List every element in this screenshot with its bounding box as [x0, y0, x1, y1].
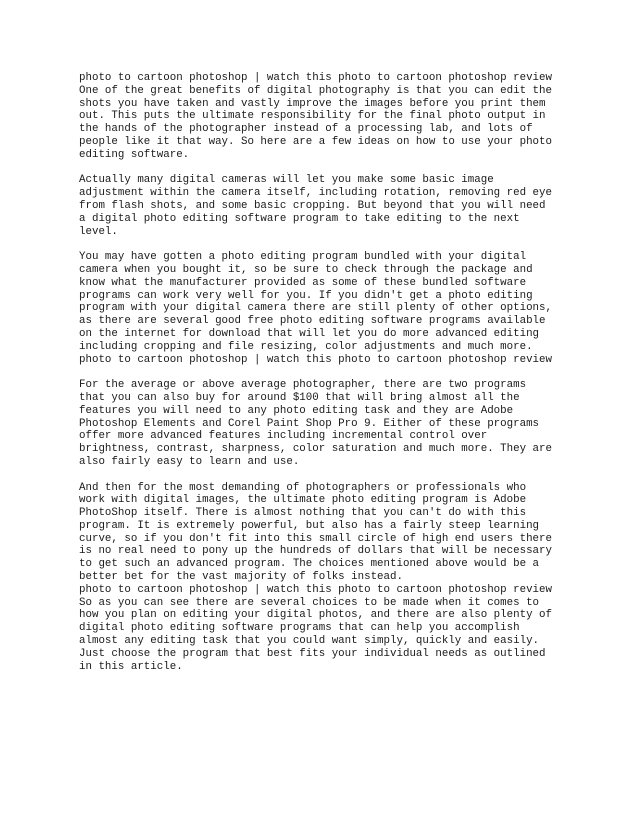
document-body [79, 72, 569, 673]
text-line: Just choose the program that best fits your individual needs as outlined [79, 647, 546, 660]
paragraph [79, 482, 569, 674]
text-line: offer more advanced features including incremental control over [79, 430, 488, 443]
text-line: photo to cartoon photoshop | watch this photo to cartoon photoshop review [79, 72, 552, 84]
paragraph [79, 251, 569, 366]
text-line: Photoshop Elements and Corel Paint Shop Pro 9. Either of these programs [79, 417, 540, 430]
text-line: the hands of the photographer instead of a processing lab, and lots of [79, 123, 533, 136]
text-line: features you will need to any photo editing task and they are Adobe [79, 404, 514, 417]
text-line: know what the manufacturer provided as some of these bundled software [79, 276, 527, 289]
text-line: Actually many digital cameras will let you make some basic image [79, 174, 494, 187]
text-line: photo to cartoon photoshop | watch this photo to cartoon photoshop review [79, 583, 552, 596]
text-line: almost any editing task that you could want simply, quickly and easily. [79, 635, 540, 648]
text-line: better bet for the vast majority of folks instead. [79, 571, 403, 584]
text-line: PhotoShop itself. There is almost nothing that you can't do with this [79, 507, 527, 520]
text-line: digital photo editing software programs that can help you accomplish [79, 622, 520, 635]
text-line: from flash shots, and some basic cropping. But beyond that you will need [79, 199, 546, 212]
text-line: a digital photo editing software program to take editing to the next [79, 212, 520, 225]
text-line: curve, so if you don't fit into this small circle of high end users there [79, 532, 552, 545]
text-line: in this article. [79, 660, 183, 673]
text-line: how you plan on editing your digital photos, and there are also plenty of [79, 609, 552, 622]
text-line: that you can also buy for around $100 that will bring almost all the [79, 391, 520, 404]
paragraph [79, 379, 569, 469]
text-line: work with digital images, the ultimate photo editing program is Adobe [79, 494, 527, 507]
text-line: to get such an advanced program. The choices mentioned above would be a [79, 558, 540, 571]
text-line: also fairly easy to learn and use. [79, 455, 300, 468]
text-line: including cropping and file resizing, color adjustments and much more. [79, 340, 533, 353]
text-line: photo to cartoon photoshop | watch this photo to cartoon photoshop review [79, 353, 552, 366]
text-line: One of the great benefits of digital photography is that you can edit the [79, 84, 552, 97]
text-line: So as you can see there are several choices to be made when it comes to [79, 596, 540, 609]
text-line: out. This puts the ultimate responsibility for the final photo output in [79, 110, 546, 123]
text-line: program with your digital camera there are still plenty of other options, [79, 302, 552, 315]
paragraph [79, 72, 569, 162]
text-line: programs can work very well for you. If you didn't get a photo editing [79, 289, 533, 302]
text-line: people like it that way. So here are a few ideas on how to use your photo [79, 135, 552, 148]
paragraph [79, 174, 569, 238]
text-line: And then for the most demanding of photographers or professionals who [79, 481, 527, 494]
text-line: You may have gotten a photo editing program bundled with your digital [79, 251, 527, 264]
text-line: For the average or above average photographer, there are two programs [79, 379, 527, 392]
text-line: editing software. [79, 148, 190, 161]
text-line: adjustment within the camera itself, including rotation, removing red eye [79, 187, 552, 200]
text-line: as there are several good free photo editing software programs available [79, 315, 546, 328]
text-line: is no real need to pony up the hundreds of dollars that will be necessary [79, 545, 552, 558]
text-line: camera when you bought it, so be sure to check through the package and [79, 263, 533, 276]
text-line: program. It is extremely powerful, but also has a fairly steep learning [79, 519, 540, 532]
text-line: shots you have taken and vastly improve the images before you print them [79, 97, 546, 110]
text-line: brightness, contrast, sharpness, color saturation and much more. They are [79, 443, 552, 456]
text-line: level. [79, 225, 118, 238]
text-line: on the internet for download that will let you do more advanced editing [79, 327, 540, 340]
